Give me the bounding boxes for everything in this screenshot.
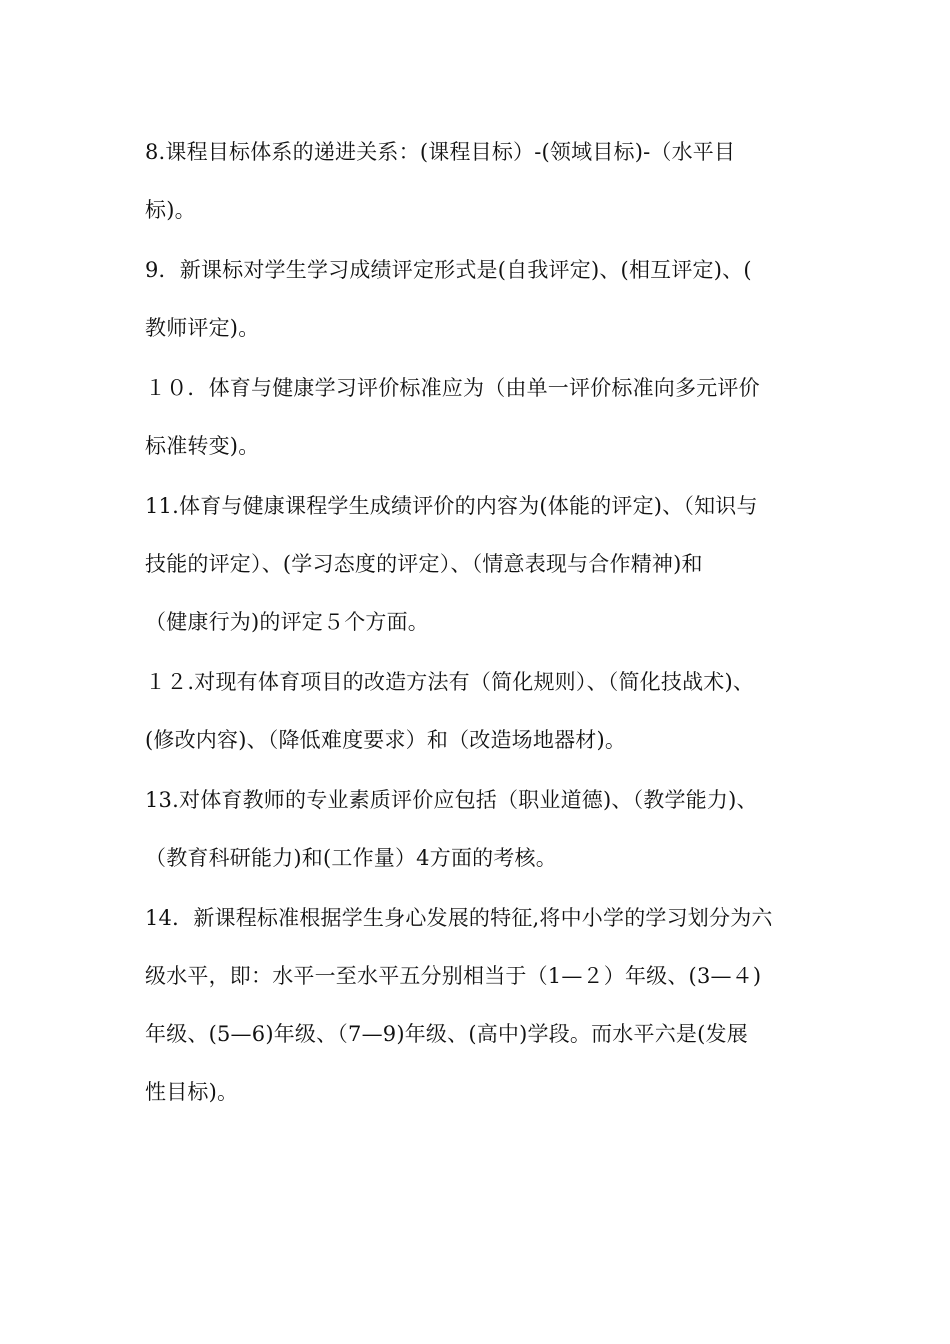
question-8 — [145, 123, 815, 239]
question-12-line-1: １２.对现有体育项目的改造方法有（简化规则）、（简化技战术)、 — [145, 670, 755, 694]
question-13 — [145, 771, 815, 887]
question-11-line-3: （健康行为)的评定５个方面。 — [145, 610, 429, 634]
question-8-line-2: 标)。 — [145, 198, 196, 222]
question-14-line-3: 年级、(5—6)年级、（7—9)年级、(高中)学段。而水平六是(发展 — [145, 1022, 748, 1046]
question-10-line-2: 标准转变)。 — [145, 434, 260, 458]
question-9-line-2: 教师评定)。 — [145, 316, 260, 340]
question-8-line-1: 8.课程目标体系的递进关系：(课程目标）-(领域目标)-（水平目 — [145, 140, 736, 164]
question-12 — [145, 653, 815, 769]
question-10 — [145, 359, 815, 475]
question-11-line-2: 技能的评定）、(学习态度的评定）、（情意表现与合作精神)和 — [145, 552, 703, 576]
question-12-line-2: (修改内容)、（降低难度要求）和（改造场地器材)。 — [145, 728, 627, 752]
question-14-line-2: 级水平，即：水平一至水平五分别相当于（1—２）年级、(3—４) — [145, 964, 762, 988]
question-11 — [145, 477, 815, 651]
question-13-line-2: （教育科研能力)和(工作量）4方面的考核。 — [145, 846, 557, 870]
question-9-line-1: 9．新课标对学生学习成绩评定形式是(自我评定)、(相互评定)、( — [145, 258, 752, 282]
document-body — [145, 123, 815, 1123]
question-13-line-1: 13.对体育教师的专业素质评价应包括（职业道德)、（教学能力)、 — [145, 788, 758, 812]
question-14-line-4: 性目标)。 — [145, 1080, 239, 1104]
question-14 — [145, 889, 815, 1121]
question-10-line-1: １０．体育与健康学习评价标准应为（由单一评价标准向多元评价 — [145, 376, 760, 400]
question-11-line-1: 11.体育与健康课程学生成绩评价的内容为(体能的评定)、（知识与 — [145, 494, 758, 518]
question-14-line-1: 14．新课程标准根据学生身心发展的特征,将中小学的学习划分为六 — [145, 906, 773, 930]
question-9 — [145, 241, 815, 357]
